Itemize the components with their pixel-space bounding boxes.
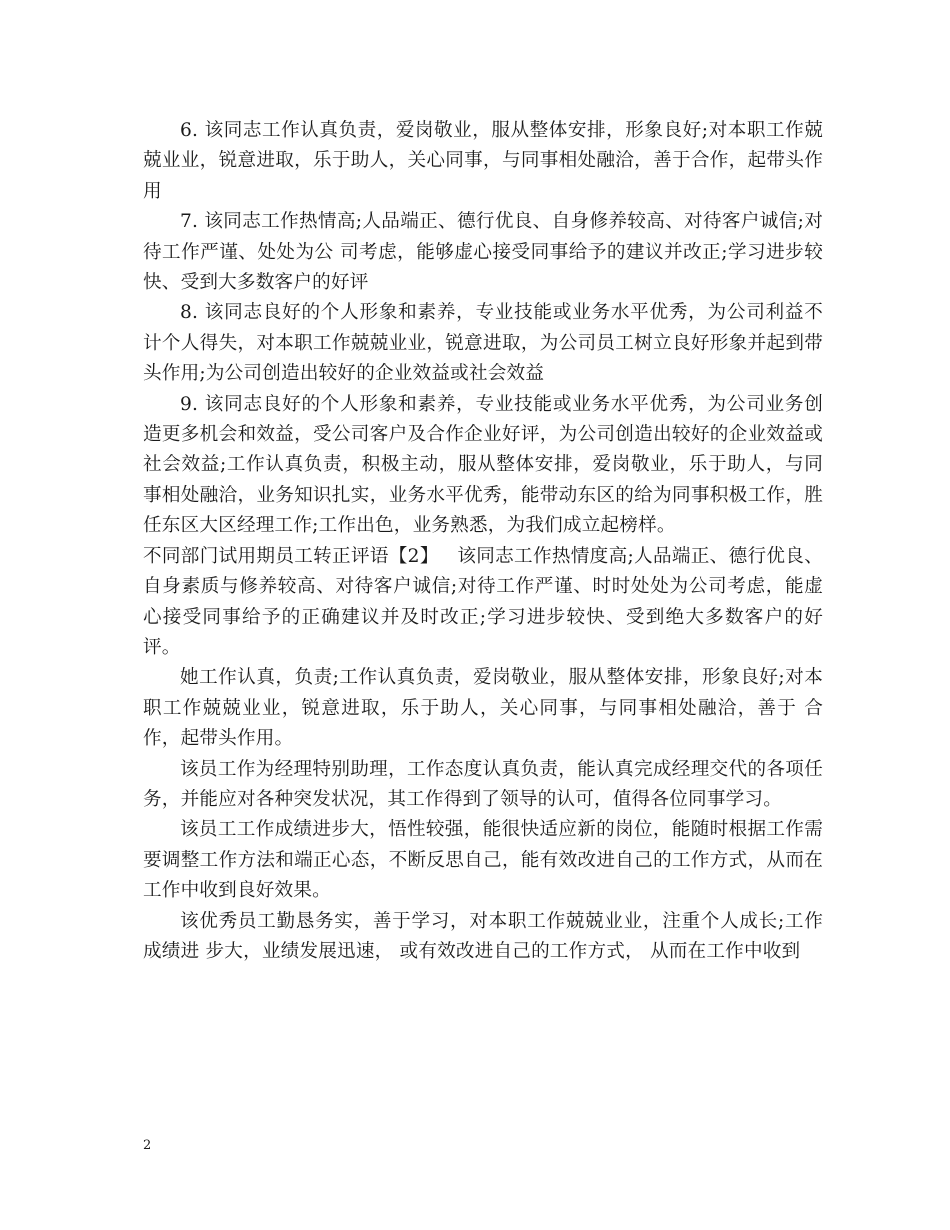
comment-paragraph-2: 该员工作为经理特别助理，工作态度认真负责，能认真完成经理交代的各项任务，并能应对各种突发状况，其工作得到了领导的认可，值得各位同事学习。	[143, 758, 823, 810]
paragraph-item-8: 8. 该同志良好的个人形象和素养，专业技能或业务水平优秀，为公司利益不计个人得失，对本职工作兢兢业业，锐意进取，为公司员工树立良好形象并起到带头作用;为公司创造出较好的企业效益或社会效益	[143, 302, 823, 385]
comment-paragraph-4: 该优秀员工勤恳务实，善于学习，对本职工作兢兢业业，注重个人成长;工作成绩进 步大，业绩发展迅速， 或有效改进自己的工作方式， 从而在工作中收到	[143, 910, 823, 962]
section-2-heading: 不同部门试用期员工转正评语【2】	[143, 545, 439, 567]
page-number: 2	[143, 1138, 152, 1153]
document-body	[143, 116, 823, 967]
comment-paragraph-1: 她工作认真，负责;工作认真负责，爱岗敬业，服从整体安排，形象良好;对本职工作兢兢业业，锐意进取，乐于助人，关心同事，与同事相处融洽，善于 合作，起带头作用。	[143, 667, 823, 750]
section-2-paragraph	[143, 542, 823, 664]
paragraph-item-7: 7. 该同志工作热情高;人品端正、德行优良、自身修养较高、对待客户诚信;对待工作严谨、处处为公 司考虑，能够虚心接受同事给予的建议并改正;学习进步较快、受到大多数客户的好评	[143, 211, 823, 294]
comment-paragraph-3: 该员工工作成绩进步大，悟性较强，能很快适应新的岗位，能随时根据工作需要调整工作方法和端正心态，不断反思自己，能有效改进自己的工作方式，从而在工作中收到良好效果。	[143, 819, 823, 902]
paragraph-item-9: 9. 该同志良好的个人形象和素养，专业技能或业务水平优秀，为公司业务创造更多机会和效益，受公司客户及合作企业好评，为公司创造出较好的企业效益或社会效益;工作认真负责，积极主动，服从整体安排，爱岗敬业，乐于助人，与同事相处融洽，业务知识扎实，业务水平优秀，能带动东区的给为同事积极工作，胜任东区大区经理工作;工作出色，业务熟悉，为我们成立起榜样。	[143, 393, 823, 537]
paragraph-item-6: 6. 该同志工作认真负责，爱岗敬业，服从整体安排，形象良好;对本职工作兢兢业业，锐意进取，乐于助人，关心同事，与同事相处融洽，善于合作，起带头作用	[143, 120, 823, 202]
section-2-text: 该同志工作热情度高;人品端正、德行优良、自身素质与修养较高、对待客户诚信;对待工作严谨、时时处处为公司考虑，能虚心接受同事给予的正确建议并及时改正;学习进步较快、受到绝大多数客户的好评。	[143, 545, 824, 658]
